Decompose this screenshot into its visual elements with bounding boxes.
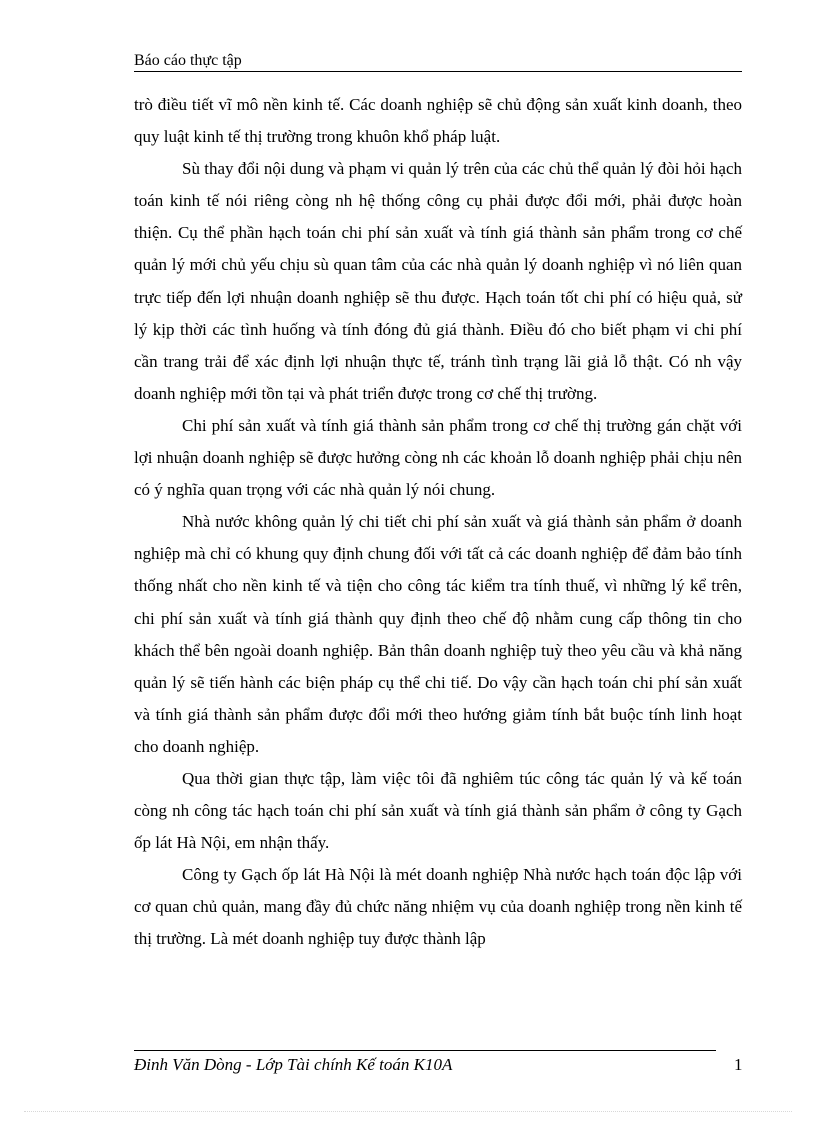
document-body	[134, 89, 742, 956]
paragraph: Sù thay đổi nội dung và phạm vi quản lý trên của các chủ thể quản lý đòi hỏi hạch toán kinh tế nói riêng còng nh hệ thống công cụ phải được đổi mới, phải được hoàn thiện. Cụ thể phần hạch toán chi phí sản xuất và tính giá thành sản phẩm trong cơ chế quản lý mới chủ yếu chịu sù quan tâm của các nhà quản lý doanh nghiệp vì nó liên quan trực tiếp đến lợi nhuận doanh nghiệp sẽ thu được. Hạch toán tốt chi phí có hiệu quả, sử lý kịp thời các tình huống và tính đóng đủ giá thành. Điều đó cho biết phạm vi chi phí cần trang trải để xác định lợi nhuận thực tế, tránh tình trạng lãi giả lỗ thật. Có nh vậy doanh nghiệp mới tồn tại và phát triển được trong cơ chế thị trường.	[134, 159, 742, 403]
footer-author: Đinh Văn Dòng - Lớp Tài chính Kế toán K10A	[134, 1055, 453, 1074]
page-number: 1	[734, 1055, 743, 1074]
paragraph: Chi phí sản xuất và tính giá thành sản phẩm trong cơ chế thị trường gán chặt với lợi nhuận doanh nghiệp sẽ được hưởng còng nh các khoản lỗ doanh nghiệp phải chịu nên có ý nghĩa quan trọng với các nhà quản lý nói chung.	[134, 415, 742, 500]
page-header	[134, 51, 742, 72]
footer-divider	[134, 1050, 716, 1051]
paragraph: trò điều tiết vĩ mô nền kinh tế. Các doanh nghiệp sẽ chủ động sản xuất kinh doanh, theo quy luật kinh tế thị trường trong khuôn khổ pháp luật.	[134, 95, 742, 147]
paragraph: Nhà nước không quản lý chi tiết chi phí sản xuất và giá thành sản phẩm ở doanh nghiệp mà chỉ có khung quy định chung đối với tất cả các doanh nghiệp để đảm bảo tính thống nhất cho nền kinh tế và tiện cho công tác kiểm tra tính thuế, vì những lý kể trên, chi phí sản xuất và tính giá thành quy định theo chế độ nhằm cung cấp thông tin cho khách thể bên ngoài doanh nghiệp. Bản thân doanh nghiệp tuỳ theo yêu cầu và khả năng quản lý sẽ tiến hành các biện pháp cụ thể chi tiế. Do vậy cần hạch toán chi phí sản xuất và tính giá thành sản phẩm được đổi mới theo hướng giảm tính bắt buộc tính linh hoạt cho doanh nghiệp.	[134, 512, 742, 756]
paragraph: Qua thời gian thực tập, làm việc tôi đã nghiêm túc công tác quản lý và kế toán còng nh công tác hạch toán chi phí sản xuất và tính giá thành sản phẩm ở công ty Gạch ốp lát Hà Nội, em nhận thấy.	[134, 768, 742, 853]
paragraph: Công ty Gạch ốp lát Hà Nội là mét doanh nghiệp Nhà nước hạch toán độc lập với cơ quan chủ quản, mang đầy đủ chức năng nhiệm vụ của doanh nghiệp trong nền kinh tế thị trường. Là mét doanh nghiệp tuy được thành lập	[134, 865, 742, 949]
header-title: Báo cáo thực tập	[134, 52, 242, 69]
page-bottom-border	[24, 1111, 792, 1112]
